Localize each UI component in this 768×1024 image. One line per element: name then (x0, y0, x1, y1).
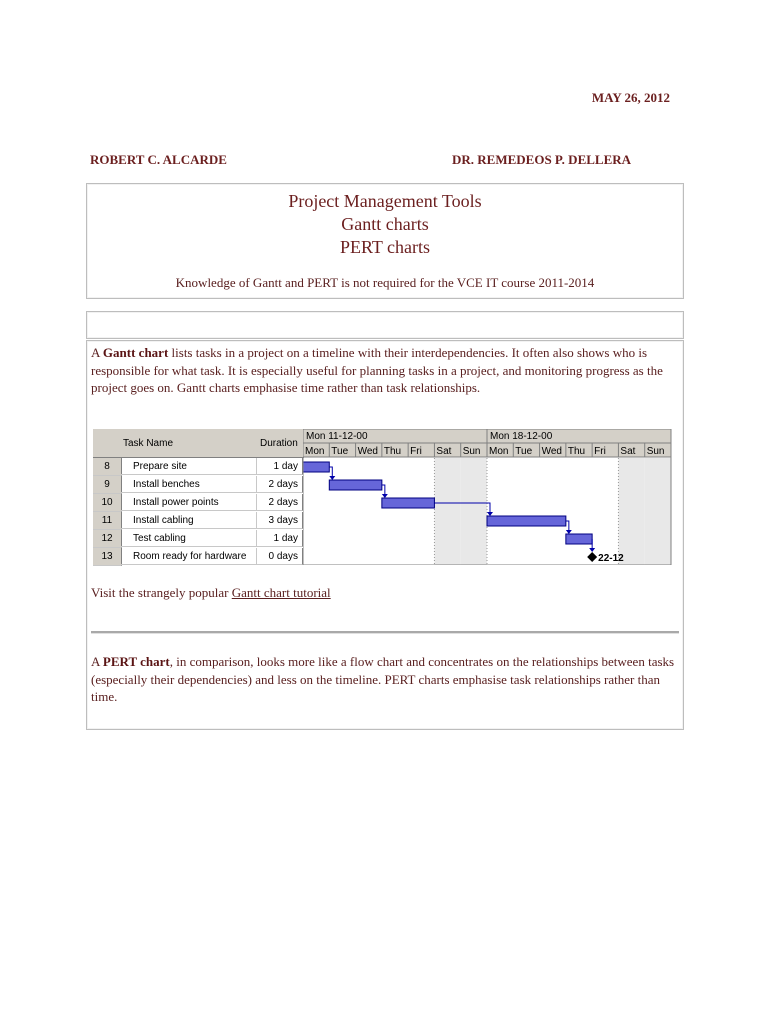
arrow-head (382, 494, 388, 498)
day-label: Thu (383, 446, 402, 457)
gantt-description (91, 344, 677, 397)
subtitle-gantt: Gantt charts (341, 214, 429, 234)
task-bar (329, 480, 382, 490)
day-label: Sun (646, 446, 665, 457)
weekend-shade (434, 458, 460, 565)
title-panel (86, 183, 684, 299)
pert-description (91, 653, 677, 706)
day-label: Tue (515, 446, 533, 457)
divider (91, 631, 679, 634)
day-label: Fri (594, 446, 606, 457)
day-label: Thu (567, 446, 586, 457)
day-label: Mon (305, 446, 325, 457)
task-name: Test cabling (121, 530, 257, 547)
day-label: Wed (541, 446, 562, 457)
gantt-text: lists tasks in a project on a timeline with their interdependencies. It often also shows who is responsible for what task. It is especially useful for planning tasks in a project, and monitoring progress as the project goes on. Gantt charts emphasise time rather than task relationships. (91, 345, 663, 395)
task-duration: 2 days (257, 494, 303, 511)
task-id: 13 (93, 548, 122, 566)
visit-line (91, 585, 331, 601)
content-panel (86, 340, 684, 730)
task-bar (487, 516, 566, 526)
arrow-head (566, 530, 572, 534)
task-id: 8 (93, 458, 122, 476)
task-duration: 2 days (257, 476, 303, 493)
course-note: Knowledge of Gantt and PERT is not required for the VCE IT course 2011-2014 (175, 275, 595, 290)
subtitle-pert: PERT charts (339, 237, 431, 257)
day-label: Sun (462, 446, 481, 457)
milestone-marker (587, 552, 597, 562)
task-id: 11 (93, 512, 122, 530)
task-name: Prepare site (121, 458, 257, 475)
day-label: Sat (620, 446, 636, 457)
week-label: Mon 18-12-00 (490, 431, 553, 442)
document-date: MAY 26, 2012 (591, 90, 670, 105)
day-label: Sat (436, 446, 452, 457)
task-duration: 1 day (257, 530, 303, 547)
visit-text: Visit the strangely popular (91, 585, 232, 600)
pert-term: PERT chart (102, 654, 170, 669)
task-id: 10 (93, 494, 122, 512)
task-duration: 0 days (257, 548, 303, 565)
pert-prefix: A (91, 654, 103, 669)
arrow-head (329, 476, 335, 480)
gantt-task-header (121, 429, 258, 458)
task-id: 9 (93, 476, 122, 494)
task-name-header: Task Name (123, 438, 174, 449)
gantt-tutorial-link[interactable]: Gantt chart tutorial (231, 585, 331, 600)
author-name-left: ROBERT C. ALCARDE (90, 152, 227, 167)
weekend-shade (645, 458, 671, 565)
gantt-timeline (303, 429, 673, 565)
task-name: Room ready for hardware (121, 548, 257, 565)
gantt-id-header (93, 429, 122, 458)
page-title: Project Management Tools (288, 191, 482, 211)
task-name: Install power points (121, 494, 257, 511)
day-label: Tue (331, 446, 349, 457)
task-duration: 1 day (257, 458, 303, 475)
weekend-shade (461, 458, 487, 565)
gantt-chart (93, 429, 673, 565)
day-label: Wed (357, 446, 378, 457)
arrow-head (589, 548, 595, 552)
task-id: 12 (93, 530, 122, 548)
task-bar (303, 462, 329, 472)
milestone-label: 22-12 (598, 553, 624, 564)
gantt-term: Gantt chart (102, 345, 169, 360)
author-name-right: DR. REMEDEOS P. DELLERA (452, 152, 632, 167)
task-duration: 3 days (257, 512, 303, 529)
day-label: Mon (489, 446, 509, 457)
pert-text: , in comparison, looks more like a flow chart and concentrates on the relationships between tasks (especially their dependencies) and less on the timeline. PERT charts emphasise task relationships rather than time. (91, 654, 675, 704)
gantt-prefix: A (91, 345, 103, 360)
task-bar (566, 534, 592, 544)
task-bar (382, 498, 435, 508)
arrow-head (487, 512, 493, 516)
week-label: Mon 11-12-00 (306, 431, 368, 442)
duration-header: Duration (260, 438, 298, 449)
task-name: Install benches (121, 476, 257, 493)
gantt-duration-header (257, 429, 304, 458)
day-label: Fri (410, 446, 422, 457)
weekend-shade (618, 458, 644, 565)
empty-panel (86, 311, 684, 339)
task-name: Install cabling (121, 512, 257, 529)
